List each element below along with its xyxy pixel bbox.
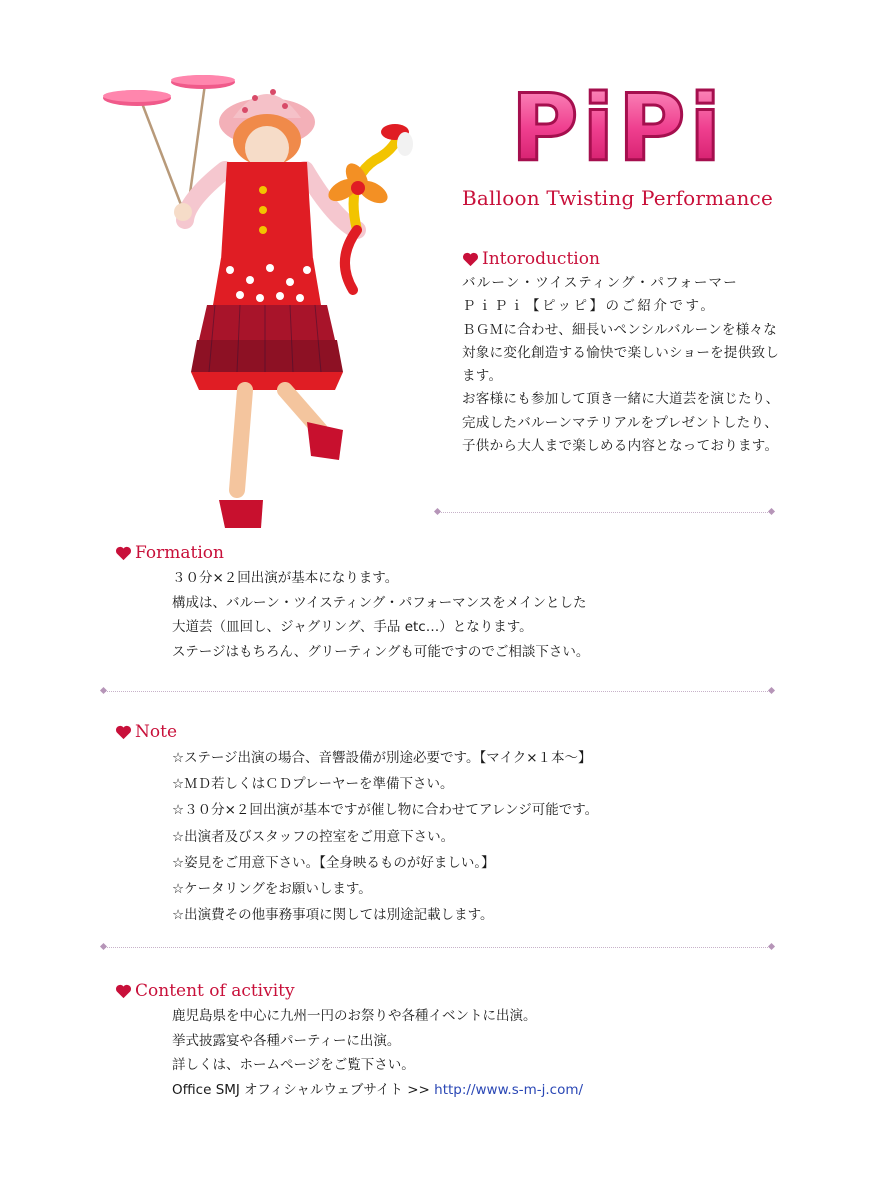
activity-body [172,1004,583,1102]
intro-paragraph: お客様にも参加して頂き一緒に大道芸を演じたり、完成したバルーンマテリアルをプレゼントしたり、子供から大人まで楽しめる内容となっております。 [462,391,780,455]
activity-heading [115,981,295,1001]
formation-heading-text: Formation [135,543,224,563]
pipi-logo [458,80,778,176]
activity-line: 挙式披露宴や各種パーティーに出演。 [172,1032,401,1049]
note-line: ☆ケータリングをお願いします。 [172,881,372,898]
note-line: ☆ＭＤ若しくはＣＤプレーヤーを準備下さい。 [172,776,454,793]
formation-line: ３０分×２回出演が基本になります。 [172,570,399,586]
divider [104,691,772,692]
heart-icon [115,725,132,740]
activity-line: 鹿児島県を中心に九州一円のお祭りや各種イベントに出演。 [172,1008,537,1024]
note-heading-text: Note [135,722,178,742]
divider [438,512,772,513]
heart-icon [115,984,132,999]
office-label: Office SMJ オフィシャルウェブサイト >> [172,1081,435,1098]
divider-dot [768,508,775,515]
performer-photo [95,60,425,540]
formation-body [172,566,589,664]
svg-text:PiPi: PiPi [511,80,725,176]
divider [104,947,772,948]
note-line: ☆出演費その他事務事項に関しては別途記載します。 [172,907,494,924]
intro-body [462,272,787,458]
formation-line: ステージはもちろん、グリーティングも可能ですのでご相談下さい。 [172,643,590,660]
note-heading [115,722,177,742]
activity-office-line [172,1078,583,1103]
intro-heading [462,249,600,269]
website-link[interactable]: http://www.s-m-j.com/ [434,1081,584,1098]
divider-dot [768,943,775,950]
divider-dot [434,508,441,515]
heart-icon [115,546,132,561]
formation-line: 大道芸（皿回し、ジャグリング、手品 etc…）となります。 [172,619,533,635]
divider-dot [100,687,107,694]
intro-paragraph: ＰｉＰｉ【ピッピ】のご紹介です。 [462,298,717,315]
intro-paragraph: ＢＧＭに合わせ、細長いペンシルバルーンを様々な対象に変化創造する愉快で楽しいショーを提供致します。 [462,321,780,385]
note-line: ☆３０分×２回出演が基本ですが催し物に合わせてアレンジ可能です。 [172,802,599,819]
divider-dot [100,943,107,950]
divider-dot [768,687,775,694]
heart-icon [462,252,479,267]
note-line: ☆ステージ出演の場合、音響設備が別途必要です。【マイク×１本～】 [172,750,592,766]
activity-heading-text: Content of activity [135,981,295,1001]
formation-heading [115,543,224,563]
note-line: ☆出演者及びスタッフの控室をご用意下さい。 [172,828,455,845]
activity-line: 詳しくは、ホームページをご覧下さい。 [172,1057,415,1073]
intro-paragraph: バルーン・ツイスティング・パフォーマー [462,275,738,291]
formation-line: 構成は、バルーン・ツイスティング・パフォーマンスをメインとした [172,594,587,611]
note-line: ☆姿見をご用意下さい。【全身映るものが好ましい。】 [172,854,495,871]
note-body [172,745,598,928]
intro-heading-text: Intoroduction [482,249,600,269]
subtitle: Balloon Twisting Performance [462,186,773,210]
